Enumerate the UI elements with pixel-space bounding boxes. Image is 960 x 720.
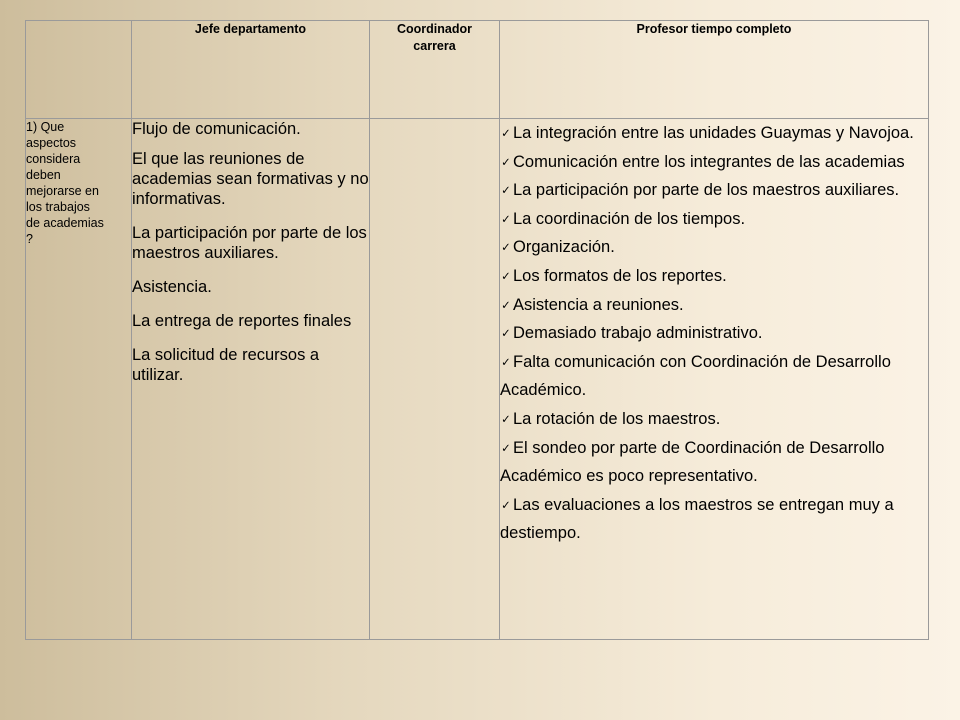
profesor-list-item bbox=[500, 119, 928, 148]
jefe-cell bbox=[132, 119, 370, 640]
profesor-list-item bbox=[500, 205, 928, 234]
profesor-list-item bbox=[500, 348, 928, 405]
profesor-list-item bbox=[500, 319, 928, 348]
checkmark-icon: ✓ bbox=[501, 328, 511, 341]
profesor-list-item bbox=[500, 233, 928, 262]
question-text: 1) Que aspectos considera deben mejorarse en los trabajos de academias ? bbox=[26, 120, 104, 246]
profesor-item-text: Los formatos de los reportes. bbox=[513, 266, 727, 285]
question-row bbox=[26, 119, 929, 640]
profesor-item-text: Comunicación entre los integrantes de las academias bbox=[513, 152, 905, 171]
checkmark-icon: ✓ bbox=[501, 356, 511, 369]
header-profesor-tiempo-completo: Profesor tiempo completo bbox=[500, 21, 929, 119]
checkmark-icon: ✓ bbox=[501, 128, 511, 140]
checkmark-icon: ✓ bbox=[501, 242, 511, 255]
survey-table bbox=[25, 20, 929, 640]
jefe-item: La participación por parte de los maestros auxiliares. bbox=[132, 224, 367, 262]
profesor-item-text: La integración entre las unidades Guaymas y Navojoa. bbox=[513, 124, 914, 142]
checkmark-icon: ✓ bbox=[501, 413, 511, 426]
profesor-list bbox=[500, 119, 928, 548]
header-coordinador-label: Coordinador carrera bbox=[397, 22, 472, 53]
checkmark-icon: ✓ bbox=[501, 185, 511, 198]
checkmark-icon: ✓ bbox=[501, 299, 511, 312]
profesor-list-item bbox=[500, 491, 928, 548]
coordinador-cell bbox=[370, 119, 500, 640]
profesor-cell bbox=[500, 119, 929, 640]
jefe-item: La entrega de reportes finales bbox=[132, 312, 352, 330]
profesor-list-item bbox=[500, 176, 928, 205]
header-jefe-departamento: Jefe departamento bbox=[132, 21, 370, 119]
checkmark-icon: ✓ bbox=[501, 442, 511, 455]
jefe-item: La solicitud de recursos a utilizar. bbox=[132, 346, 320, 384]
checkmark-icon: ✓ bbox=[501, 156, 511, 169]
profesor-item-text: Demasiado trabajo administrativo. bbox=[513, 324, 763, 343]
profesor-item-text: Falta comunicación con Coordinación de Desarrollo Académico. bbox=[500, 352, 891, 400]
profesor-item-text: Asistencia a reuniones. bbox=[513, 295, 684, 314]
header-cell-empty bbox=[26, 21, 132, 119]
profesor-list-item bbox=[500, 434, 928, 491]
jefe-item: El que las reuniones de academias sean formativas y no informativas. bbox=[132, 150, 369, 208]
question-cell bbox=[26, 119, 132, 640]
profesor-item-text: La participación por parte de los maestros auxiliares. bbox=[513, 181, 900, 200]
jefe-item: Asistencia. bbox=[132, 278, 212, 296]
checkmark-icon: ✓ bbox=[501, 213, 511, 226]
profesor-list-item bbox=[500, 405, 928, 434]
profesor-item-text: La rotación de los maestros. bbox=[513, 409, 721, 428]
profesor-list-item bbox=[500, 262, 928, 291]
profesor-list-item bbox=[500, 291, 928, 320]
checkmark-icon: ✓ bbox=[501, 270, 511, 283]
header-row bbox=[26, 21, 929, 119]
jefe-item: Flujo de comunicación. bbox=[132, 120, 301, 138]
profesor-item-text: El sondeo por parte de Coordinación de Desarrollo Académico es poco representativo. bbox=[500, 438, 885, 486]
profesor-list-item bbox=[500, 148, 928, 177]
profesor-item-text: Organización. bbox=[513, 238, 615, 257]
header-coordinador-carrera bbox=[370, 21, 500, 119]
checkmark-icon: ✓ bbox=[501, 499, 511, 512]
profesor-item-text: Las evaluaciones a los maestros se entregan muy a destiempo. bbox=[500, 495, 894, 543]
profesor-item-text: La coordinación de los tiempos. bbox=[513, 209, 746, 228]
